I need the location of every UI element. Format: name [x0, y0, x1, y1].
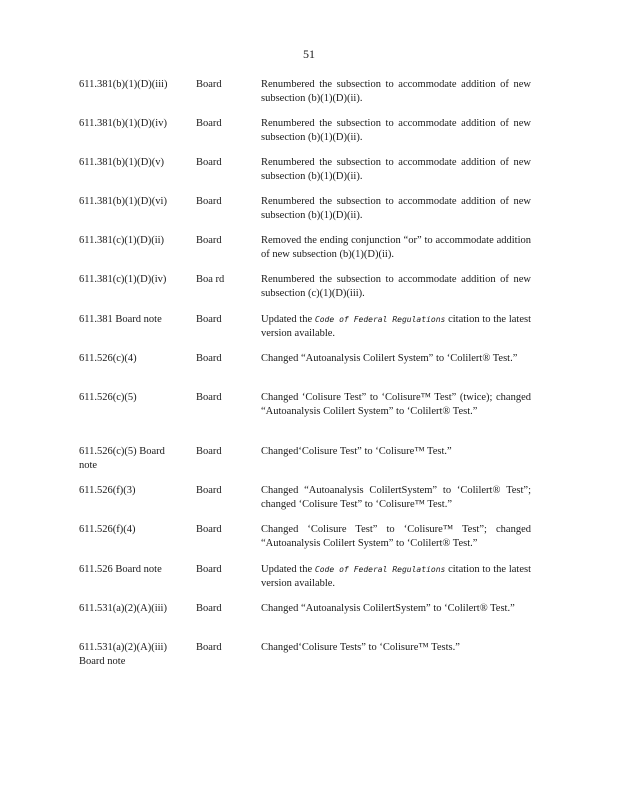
- by-cell: Board: [196, 79, 222, 90]
- table-row: [79, 234, 539, 273]
- section-cell: 611.381(c)(1)(D)(iv): [79, 274, 167, 285]
- section-cell: 611.526(c)(5) Board note: [79, 446, 165, 471]
- description-cell: Renumbered the subsection to accommodate addition of new subsection (b)(1)(D)(ii).: [261, 157, 531, 182]
- table-row: [79, 313, 539, 352]
- description-text: Updated the: [261, 564, 315, 575]
- by-cell: Board: [196, 314, 222, 325]
- section-cell: 611.381(b)(1)(D)(v): [79, 157, 165, 168]
- table-row: [79, 445, 539, 484]
- by-cell: Board: [196, 235, 222, 246]
- description-cell: [261, 313, 531, 341]
- by-cell: Board: [196, 446, 222, 457]
- by-cell: Board: [196, 196, 222, 207]
- by-cell: Board: [196, 157, 222, 168]
- table-row: [79, 352, 539, 391]
- description-cell: Removed the ending conjunction “or” to accommodate addition of new subsection (b)(1)(D)(ii).: [261, 235, 531, 260]
- section-cell: 611.526(c)(5): [79, 392, 137, 403]
- by-cell: Board: [196, 564, 222, 575]
- cfr-title: Code of Federal Regulations: [314, 565, 446, 574]
- description-cell: Changed “Autoanalysis Colilert System” to ‘Colilert® Test.”: [261, 353, 518, 364]
- section-cell: 611.526(f)(3): [79, 485, 136, 496]
- description-cell: Changed “Autoanalysis ColilertSystem” to ‘Colilert® Test.”: [261, 603, 515, 614]
- description-text: citation to the latest version available.: [261, 564, 531, 589]
- table-row: [79, 602, 539, 641]
- section-cell: 611.531(a)(2)(A)(iii): [79, 603, 167, 614]
- description-cell: [261, 563, 531, 591]
- description-cell: Changed‘Colisure Tests” to ‘Colisure™ Tests.”: [261, 642, 460, 653]
- description-text: Updated the: [261, 314, 315, 325]
- section-cell: 611.381(c)(1)(D)(ii): [79, 235, 165, 246]
- section-cell: 611.381(b)(1)(D)(vi): [79, 196, 167, 207]
- section-cell: 611.381(b)(1)(D)(iii): [79, 79, 168, 90]
- description-cell: Renumbered the subsection to accommodate addition of new subsection (b)(1)(D)(ii).: [261, 196, 531, 221]
- table-row: [79, 156, 539, 195]
- description-cell: Renumbered the subsection to accommodate addition of new subsection (b)(1)(D)(ii).: [261, 118, 531, 143]
- by-cell: Board: [196, 524, 222, 535]
- section-cell: 611.526 Board note: [79, 564, 162, 575]
- by-cell: Board: [196, 642, 222, 653]
- table-row: [79, 117, 539, 156]
- by-cell: Board: [196, 392, 222, 403]
- by-cell: Boa rd: [196, 274, 225, 285]
- description-cell: Changed ‘Colisure Test” to ‘Colisure™ Test” (twice); changed “Autoanalysis Colilert System” to ‘Colilert® Test.”: [261, 392, 531, 417]
- table-row: [79, 563, 539, 602]
- by-cell: Board: [196, 118, 222, 129]
- description-cell: Changed ‘Colisure Test” to ‘Colisure™ Test”; changed “Autoanalysis Colilert System” to ‘Colilert® Test.”: [261, 524, 531, 549]
- table-row: [79, 641, 539, 680]
- table-row: [79, 484, 539, 523]
- by-cell: Board: [196, 353, 222, 364]
- table-row: [79, 78, 539, 117]
- by-cell: Board: [196, 603, 222, 614]
- description-cell: Renumbered the subsection to accommodate addition of new subsection (b)(1)(D)(ii).: [261, 79, 531, 104]
- by-cell: Board: [196, 485, 222, 496]
- cfr-title: Code of Federal Regulations: [314, 315, 446, 324]
- amendments-table: [79, 78, 539, 680]
- description-cell: Renumbered the subsection to accommodate addition of new subsection (c)(1)(D)(iii).: [261, 274, 531, 299]
- description-cell: Changed “Autoanalysis ColilertSystem” to ‘Colilert® Test”; changed ‘Colisure Test” to ‘Colisure™ Test.”: [261, 485, 531, 510]
- table-row: [79, 391, 539, 445]
- section-cell: 611.381 Board note: [79, 314, 162, 325]
- table-row: [79, 523, 539, 563]
- page-number: 51: [303, 47, 315, 61]
- section-cell: 611.526(f)(4): [79, 524, 136, 535]
- table-row: [79, 195, 539, 234]
- description-cell: Changed‘Colisure Test” to ‘Colisure™ Test.”: [261, 446, 452, 457]
- description-text: citation to the latest version available.: [261, 314, 531, 339]
- section-cell: 611.531(a)(2)(A)(iii) Board note: [79, 642, 167, 667]
- section-cell: 611.381(b)(1)(D)(iv): [79, 118, 167, 129]
- section-cell: 611.526(c)(4): [79, 353, 137, 364]
- table-row: [79, 273, 539, 313]
